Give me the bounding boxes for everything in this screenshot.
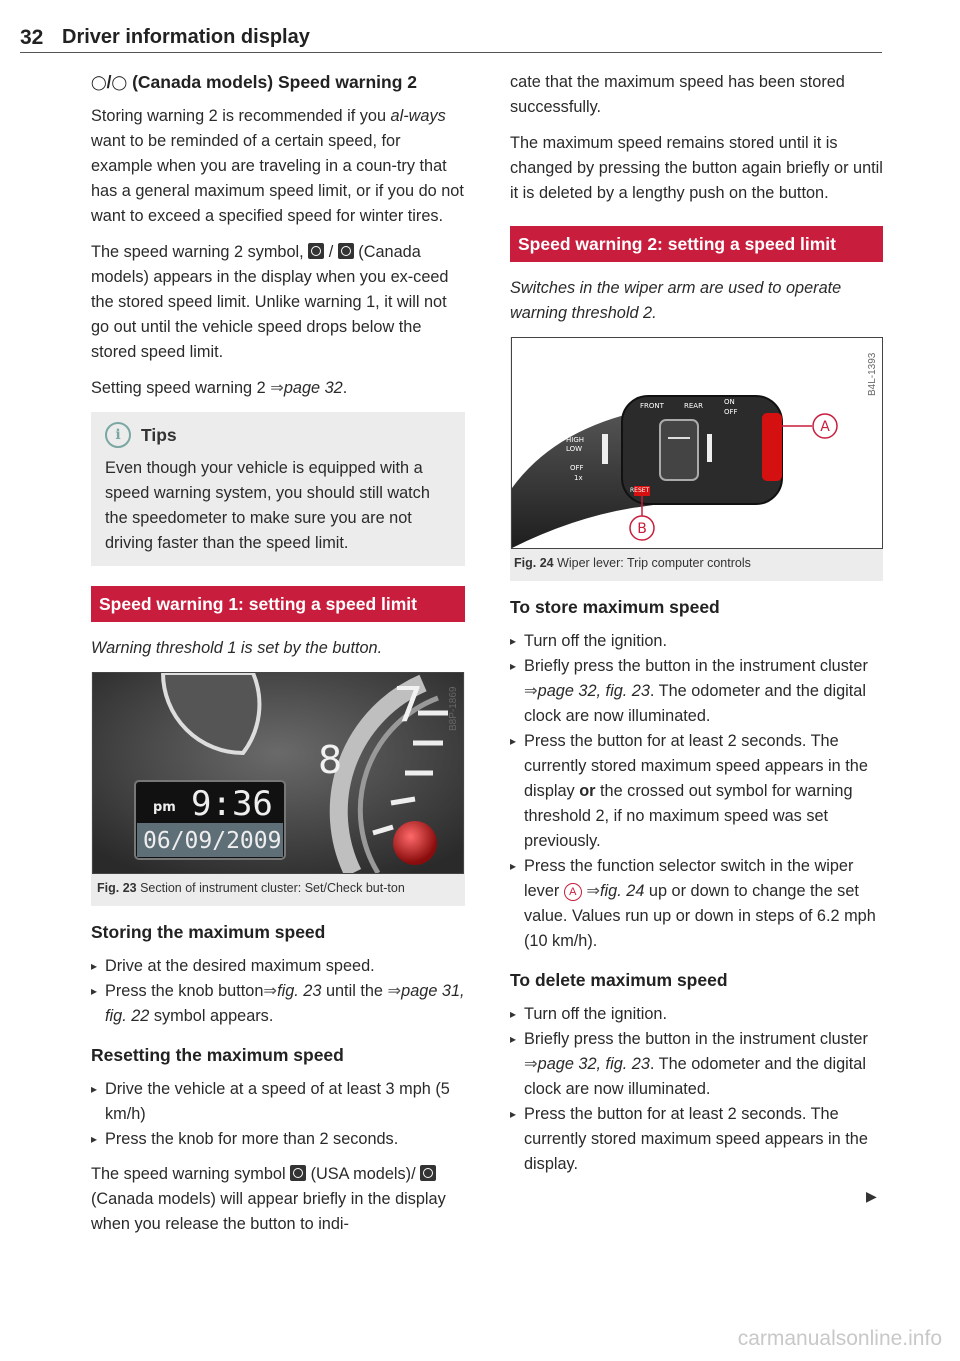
section-banner-warning-2: Speed warning 2: setting a speed limit	[510, 226, 883, 262]
page-number: 32	[20, 26, 44, 49]
callout-a: A	[819, 419, 830, 435]
page-ref-link[interactable]: page 32, fig. 23	[537, 682, 650, 700]
resetting-max-speed-title: Resetting the maximum speed	[91, 1045, 344, 1065]
instrument-cluster-image	[92, 672, 464, 874]
label-off-2: OFF	[569, 464, 584, 472]
paragraph-reset-symbol: The speed warning symbol (USA models)/ (Canada models) will appear briefly in the display when you release the button to indi-	[91, 1165, 446, 1233]
paragraph-stored-until: The maximum speed remains stored until it is changed by pressing the button again briefly or until it is deleted by a lengthy push on the button.	[510, 134, 883, 202]
fig-ref-link[interactable]: fig. 24	[600, 882, 645, 900]
arrow-ref-icon: ⇒	[524, 682, 538, 700]
list-item: ▸ Briefly press the button in the instrument cluster ⇒page 32, fig. 23. The odometer and the digital clock are now illuminated.	[510, 654, 883, 729]
resetting-steps-list	[91, 1077, 465, 1152]
page-ref-link[interactable]: page 32	[283, 379, 343, 397]
figure-24-caption: Fig. 24 Wiper lever: Trip computer controls	[514, 556, 751, 570]
wiper-lever-svg	[512, 338, 882, 548]
list-item: ▸ Briefly press the button in the instrument cluster ⇒page 32, fig. 23. The odometer and the digital clock are now illuminated.	[510, 1027, 883, 1102]
arrow-ref-icon: ⇒	[387, 982, 402, 1000]
list-item: ▸ Drive the vehicle at a speed of at least 3 mph (5 km/h)	[91, 1077, 465, 1127]
clock-date: 06/09/2009	[143, 828, 282, 854]
arrow-ref-icon: ⇒	[586, 882, 601, 900]
list-item: ▸ Press the function selector switch in the wiper lever A ⇒fig. 24 up or down to change the set value. Values run up or down in steps of 6.2 mph (10 km/h).	[510, 854, 883, 954]
tips-title: Tips	[141, 424, 177, 445]
watermark: carmanualsonline.info	[737, 1327, 942, 1350]
instrument-cluster-svg	[93, 673, 463, 873]
list-item: ▸ Press the button for at least 2 seconds. The currently stored maximum speed appears in the display or the crossed out symbol for warning threshold 2, if no maximum speed was set previously.	[510, 729, 883, 854]
speed-warning-symbol-icon	[308, 243, 324, 259]
page-header-title: Driver information display	[62, 26, 310, 48]
paragraph-continued: cate that the maximum speed has been stored successfully.	[510, 73, 845, 116]
label-reset: RESET	[629, 487, 649, 494]
left-column	[91, 70, 465, 1248]
delete-max-speed-title: To delete maximum speed	[510, 970, 728, 990]
right-column	[510, 70, 883, 1187]
label-front: FRONT	[639, 402, 664, 410]
fig-ref-link[interactable]: fig. 23	[277, 982, 322, 1000]
arrow-ref-icon: ⇒	[263, 982, 278, 1000]
clock-time: 9:36	[191, 784, 273, 824]
info-icon: i	[105, 422, 131, 448]
list-item: ▸ Turn off the ignition.	[510, 629, 883, 654]
list-item: ▸ Turn off the ignition.	[510, 1002, 883, 1027]
label-1x: 1x	[573, 474, 583, 482]
speed-warning-canada-icon: ◯	[111, 74, 128, 90]
warning-2-intro: Switches in the wiper arm are used to operate warning threshold 2.	[510, 279, 842, 322]
tips-box	[91, 412, 465, 566]
list-item: ▸ Press the knob for more than 2 seconds.	[91, 1127, 465, 1152]
storing-max-speed-title: Storing the maximum speed	[91, 922, 326, 942]
page-ref-link[interactable]: page 32, fig. 23	[537, 1055, 650, 1073]
wiper-lever-image	[511, 337, 883, 549]
speed-warning-usa-icon: ◯	[91, 74, 107, 90]
storing-steps-list	[91, 954, 465, 1029]
clock-ampm: pm	[153, 800, 176, 815]
figure-23	[91, 672, 465, 906]
arrow-ref-icon: ⇒	[270, 379, 284, 397]
label-off: OFF	[723, 408, 738, 416]
callout-a-inline: A	[564, 883, 582, 901]
label-on: ON	[723, 398, 735, 406]
section-banner-warning-1: Speed warning 1: setting a speed limit	[91, 586, 465, 622]
paragraph-warning-2-symbol: The speed warning 2 symbol, / (Canada models) appears in the display when you ex-ceed the stored speed limit. Unlike warning 1, it will not go out until the vehicle speed drops below the stored speed limit.	[91, 243, 449, 361]
speed-warning-canada-symbol-icon	[338, 243, 354, 259]
paragraph-setting-ref: Setting speed warning 2 ⇒page 32.	[91, 379, 348, 397]
list-item: ▸ Press the knob button⇒fig. 23 until the ⇒page 31, fig. 22 symbol appears.	[91, 979, 465, 1029]
list-item: ▸ Drive at the desired maximum speed.	[91, 954, 465, 979]
label-low: LOW	[565, 445, 582, 453]
gauge-7-label: 7	[393, 677, 424, 733]
callout-b: B	[636, 521, 647, 537]
speed-warning-canada-symbol-icon	[420, 1165, 436, 1181]
label-high: HIGH	[565, 436, 584, 444]
delete-steps-list	[510, 1002, 883, 1177]
section-speed-warning-2-title: ◯/◯ (Canada models) Speed warning 2	[91, 72, 418, 92]
speed-warning-usa-symbol-icon	[290, 1165, 306, 1181]
paragraph-warning-2-intro: Storing warning 2 is recommended if you al-ways want to be reminded of a certain speed, for example when you are traveling in a coun-try that has a general maximum speed limit, or if you do not want to exceed a specified speed for winter tires.	[91, 107, 464, 225]
header-divider	[20, 52, 882, 53]
store-steps-list	[510, 629, 883, 954]
tips-text: Even though your vehicle is equipped with a speed warning system, you should still watch the speedometer to make sure you are not driving faster than the speed limit.	[105, 459, 430, 552]
gauge-8-label: 8	[318, 738, 343, 782]
label-rear: REAR	[683, 402, 703, 410]
warning-1-intro: Warning threshold 1 is set by the button.	[91, 639, 383, 657]
continue-arrow-icon: ▶	[866, 1188, 877, 1204]
store-max-speed-title: To store maximum speed	[510, 597, 720, 617]
set-check-knob-button	[393, 821, 437, 865]
figure-24	[510, 337, 883, 581]
page-ref-link[interactable]: page 31, fig. 22	[105, 982, 465, 1025]
figure-code: B4L-1393	[866, 352, 878, 396]
arrow-ref-icon: ⇒	[524, 1055, 538, 1073]
figure-23-caption: Fig. 23 Section of instrument cluster: Set/Check but-ton	[97, 881, 405, 895]
list-item: ▸ Press the button for at least 2 seconds. The currently stored maximum speed appears in the display.	[510, 1102, 883, 1177]
figure-code: B8P-1869	[448, 686, 459, 731]
